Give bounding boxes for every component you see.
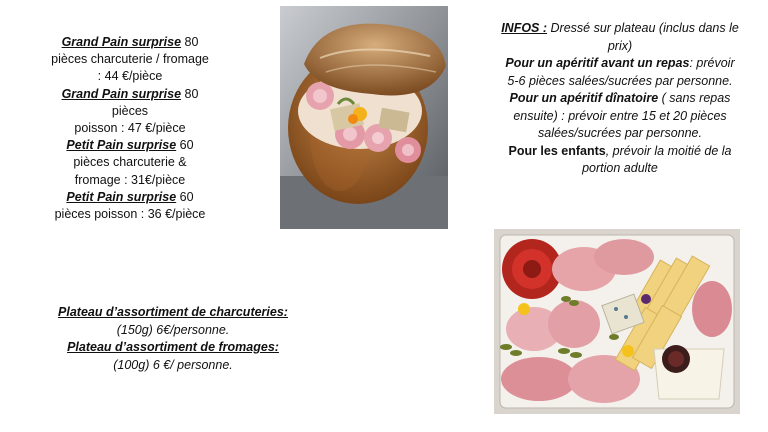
dinatoire-title: Pour un apéritif dînatoire (509, 91, 659, 105)
enfants-title: Pour les enfants (508, 143, 606, 158)
item-name: Grand Pain surprise (61, 35, 182, 49)
item-qty: 80 (184, 35, 199, 49)
dinatoire-text: ( sans repas ensuite) : prévoir entre 15 et 20 pièces salées/sucrées par personne. (513, 91, 731, 140)
item-qty: 80 (184, 86, 199, 101)
item-price: poisson : 47 €/pièce (74, 121, 186, 136)
item-name: Grand Pain surprise (61, 86, 182, 101)
item-qty: 60 (179, 189, 194, 204)
pain-surprise-pricing (30, 34, 230, 223)
aperitif-title: Pour un apéritif avant un repas (505, 56, 690, 70)
infos-intro: Dressé sur plateau (inclus dans le prix) (550, 21, 739, 53)
item-desc: pièces charcuterie & (73, 155, 187, 170)
aperitif-text: : prévoir 5-6 pièces salées/sucrées par personne. (507, 56, 735, 88)
plateau-fromage-price: (100g) 6 €/ personne. (113, 357, 233, 372)
item-desc: pièces (111, 103, 149, 118)
item-name: Petit Pain surprise (66, 138, 177, 153)
platter-illustration (494, 229, 740, 414)
item-desc: pièces poisson : 36 €/pièce (54, 207, 206, 222)
plateau-pricing (28, 304, 318, 374)
plateau-fromage-title: Plateau d’assortiment de fromages: (67, 340, 279, 354)
plateau-charcuterie-title: Plateau d’assortiment de charcuteries: (58, 305, 288, 319)
infos-label: INFOS : (501, 21, 548, 35)
plateau-charcuterie-price: (150g) 6€/personne. (116, 322, 230, 337)
bread-illustration (280, 6, 448, 229)
item-price: : 44 €/pièce (97, 69, 163, 84)
item-price: fromage : 31€/pièce (74, 172, 186, 187)
item-qty: 60 (179, 138, 194, 153)
item-desc: pièces charcuterie / fromage (51, 52, 209, 67)
item-name: Petit Pain surprise (66, 189, 177, 204)
enfants-text: , prévoir la moitié de la portion adulte (582, 143, 732, 175)
charcuterie-cheese-platter-photo (494, 229, 740, 414)
infos-section (500, 20, 740, 178)
pain-surprise-photo (280, 6, 448, 229)
